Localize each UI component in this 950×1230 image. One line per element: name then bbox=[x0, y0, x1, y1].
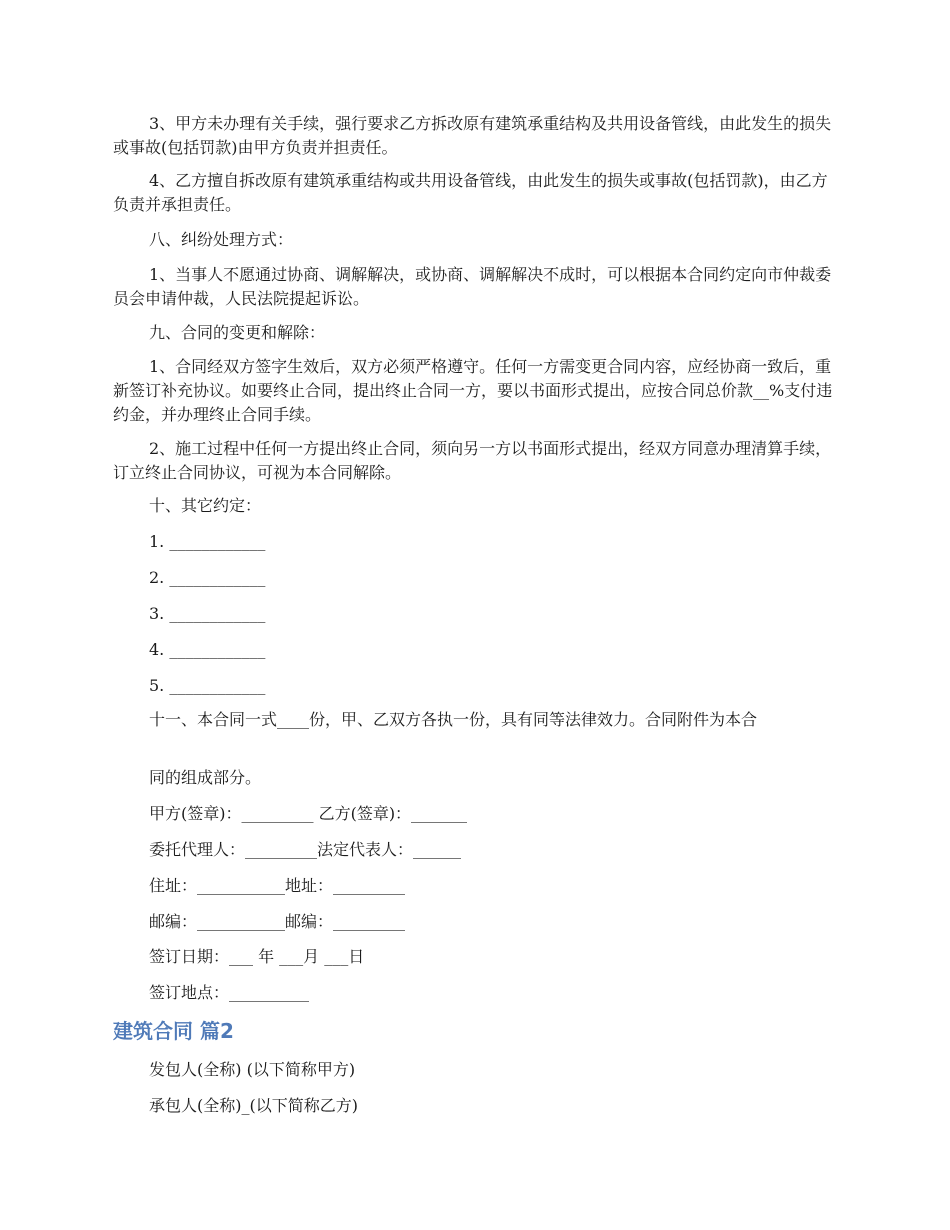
signature-line-parties: 甲方(签章)：_________ 乙方(签章)：_______ bbox=[149, 804, 468, 823]
other-item-3: 3. ____________ bbox=[149, 604, 266, 623]
clause-4-paragraph: 4、乙方擅自拆改原有建筑承重结构或共用设备管线，由此发生的损失或事故(包括罚款)，由乙方负责并承担责任。 bbox=[113, 171, 828, 214]
signing-place-line: 签订地点：__________ bbox=[149, 983, 310, 1002]
signing-date-line: 签订日期：___ 年 ___月 ___日 bbox=[149, 947, 365, 966]
signature-line-agents: 委托代理人：_________法定代表人：______ bbox=[149, 840, 462, 859]
section-11-continuation: 同的组成部分。 bbox=[149, 768, 262, 787]
other-item-5: 5. ____________ bbox=[149, 676, 266, 695]
section-heading: 建筑合同 篇2 bbox=[113, 1019, 234, 1043]
section-11-paragraph: 十一、本合同一式____份，甲、乙双方各执一份，具有同等法律效力。合同附件为本合 bbox=[149, 710, 758, 729]
contractor-line: 承包人(全称)_(以下简称乙方) bbox=[149, 1096, 358, 1115]
other-item-4: 4. ____________ bbox=[149, 640, 266, 659]
section-10-title: 十、其它约定： bbox=[149, 496, 262, 515]
other-item-1: 1. ____________ bbox=[149, 532, 266, 551]
address-line: 住址：___________地址：_________ bbox=[149, 876, 406, 895]
section-9-clause-2: 2、施工过程中任何一方提出终止合同，须向另一方以书面形式提出，经双方同意办理清算手续，订立终止合同协议，可视为本合同解除。 bbox=[113, 439, 832, 482]
employer-line: 发包人(全称) (以下简称甲方) bbox=[149, 1060, 356, 1079]
postcode-line: 邮编：___________邮编：_________ bbox=[149, 912, 406, 931]
section-9-title: 九、合同的变更和解除： bbox=[149, 323, 326, 342]
other-item-2: 2. ____________ bbox=[149, 568, 266, 587]
section-8-clause-1: 1、当事人不愿通过协商、调解解决，或协商、调解解决不成时，可以根据本合同约定向市仲裁委员会申请仲裁，人民法院提起诉讼。 bbox=[113, 265, 832, 308]
section-9-clause-1: 1、合同经双方签字生效后，双方必须严格遵守。任何一方需变更合同内容，应经协商一致后，重新签订补充协议。如要终止合同，提出终止合同一方，要以书面形式提出，应按合同总价款__%支付违约金，并办理终止合同手续。 bbox=[113, 357, 833, 424]
section-8-title: 八、纠纷处理方式： bbox=[149, 230, 294, 249]
clause-3-paragraph: 3、甲方未办理有关手续，强行要求乙方拆改原有建筑承重结构及共用设备管线，由此发生的损失或事故(包括罚款)由甲方负责并担责任。 bbox=[113, 114, 832, 157]
